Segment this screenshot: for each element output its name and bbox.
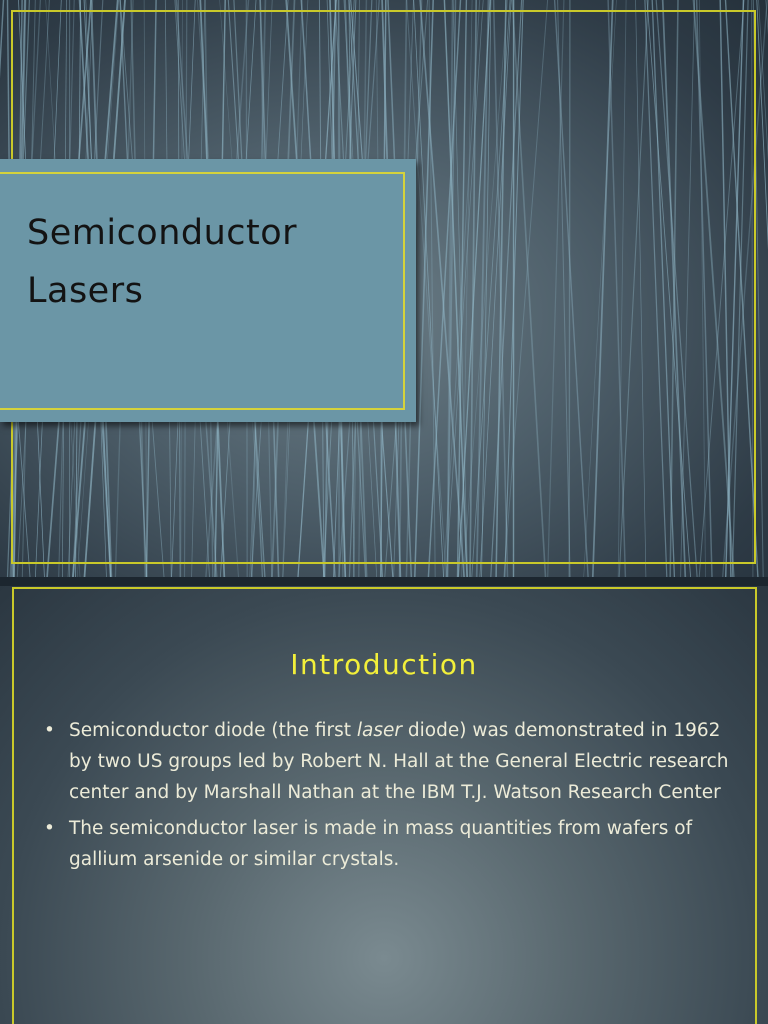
bullet-list [44,715,734,880]
section-heading: Introduction [290,648,478,681]
bullet-item [44,715,734,808]
bullet-text-part: diode) was demonstrated in 1962 by two US groups led by Robert N. Hall at the General Electric research center and by Marshall Nathan at the IBM T.J. Watson Research Center [69,720,729,803]
slide-title-line2: Lasers [27,271,144,311]
introduction-slide [0,586,768,1024]
title-box [0,159,416,422]
bullet-emphasis: laser [356,720,403,741]
slide-title-line1: Semiconductor [27,213,298,253]
bullet-icon: • [44,818,55,839]
bullet-text: The semiconductor laser is made in mass quantities from wafers of gallium arsenide or similar crystals. [69,818,693,870]
bullet-icon: • [44,720,55,741]
bullet-text-part: Semiconductor diode (the first [69,720,357,741]
bullet-item [44,813,734,875]
slide-title [27,204,387,320]
slide-separator [0,577,768,586]
